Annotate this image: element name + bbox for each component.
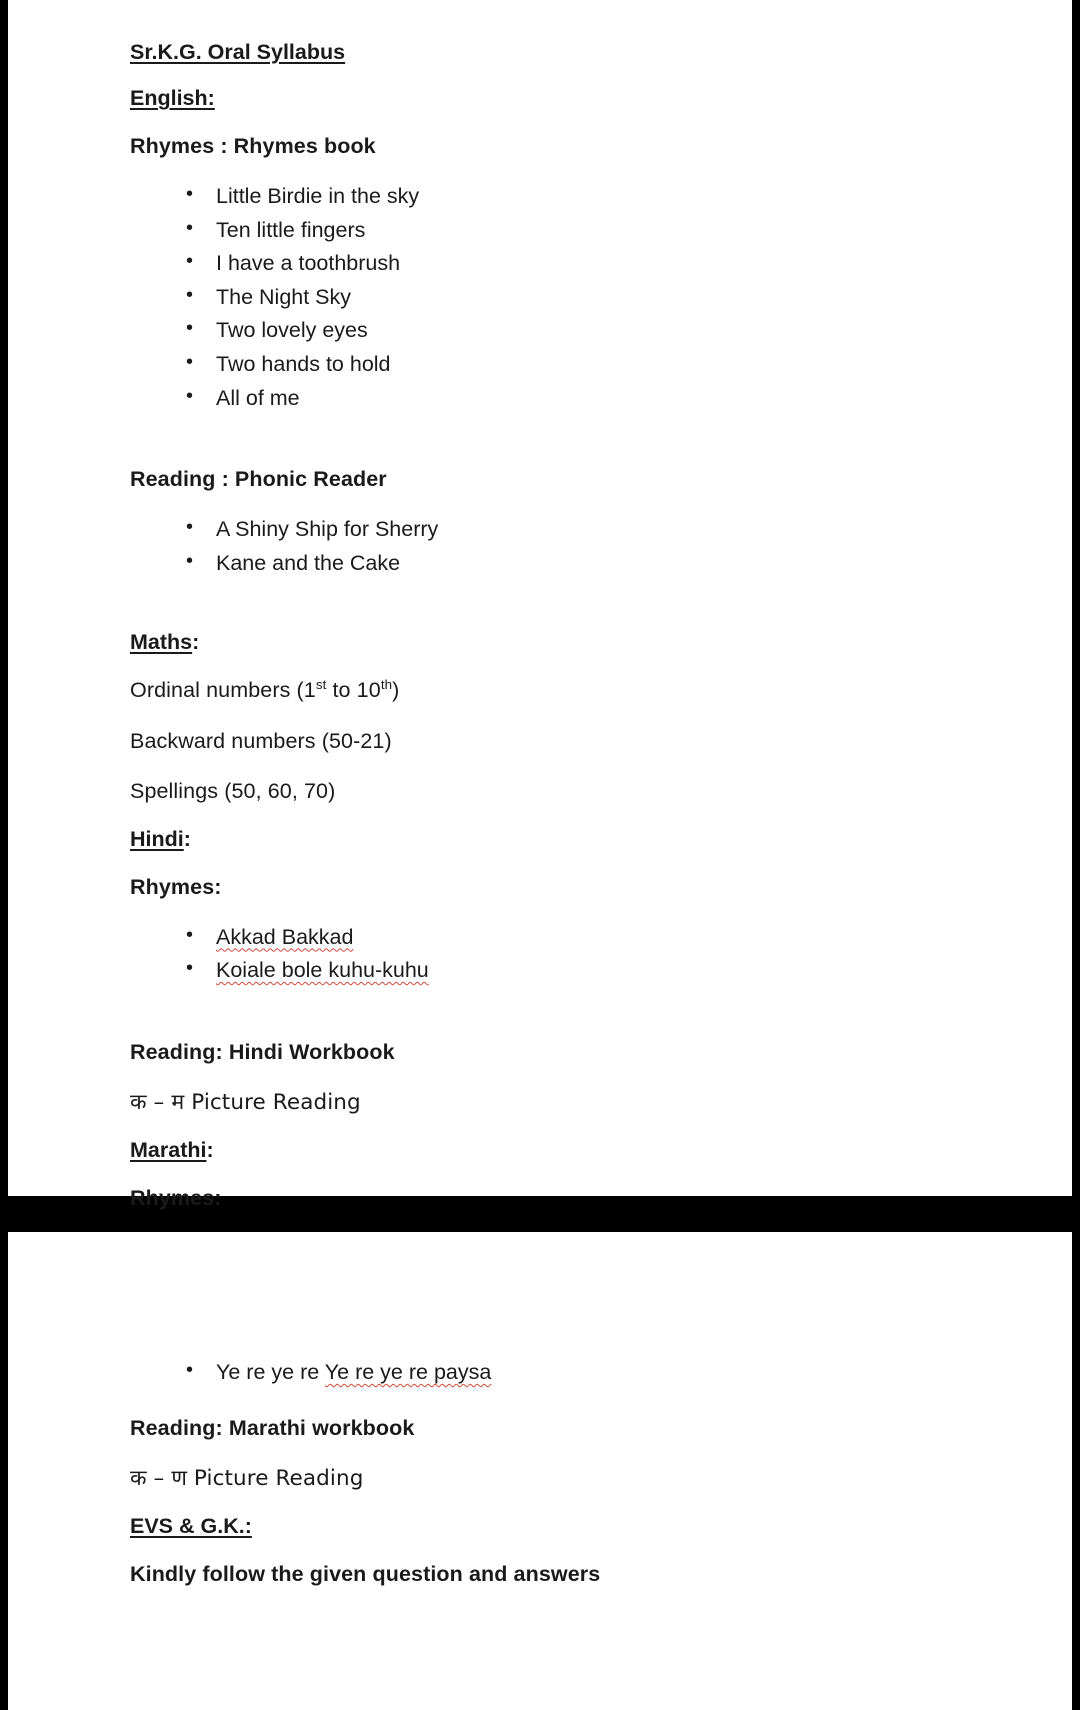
list-item: • Ye re ye re Ye re ye re paysa [186,1358,1012,1387]
marathi-rhymes-list-continued [130,1358,1012,1387]
spacer [130,1392,1012,1414]
list-item: • Akkad Bakkad [186,923,1012,952]
english-reading-list [130,515,1012,577]
list-item: • Little Birdie in the sky [186,182,1012,211]
list-item: • All of me [186,384,1012,413]
hindi-rhymes-list [130,923,1012,985]
page-2-content [8,1232,1072,1589]
hindi-picture-reading: क – म Picture Reading [130,1089,361,1115]
maths-ordinal-numbers: Ordinal numbers (1st to 10th) [130,677,400,703]
list-item: • Two hands to hold [186,350,1012,379]
list-item: • I have a toothbrush [186,249,1012,278]
maths-spellings: Spellings (50, 60, 70) [130,778,336,803]
section-heading-hindi: Hindi: [130,826,191,851]
section-heading-english: English: [130,86,215,110]
spacer [130,417,1012,465]
hindi-rhymes-heading: Rhymes: [130,874,222,899]
list-item: • Two lovely eyes [186,316,1012,345]
page-title: Sr.K.G. Oral Syllabus [130,40,346,64]
section-heading-evs: EVS & G.K.: [130,1513,252,1538]
evs-note: Kindly follow the given question and answers [130,1561,601,1586]
marathi-rhymes-heading: Rhymes: [130,1185,222,1210]
marathi-reading-heading: Reading: Marathi workbook [130,1415,415,1440]
spacer [130,990,1012,1038]
english-rhymes-heading: Rhymes : Rhymes book [130,134,376,158]
list-item: • Ten little fingers [186,216,1012,245]
page-1-content [8,0,1072,1262]
list-item: • A Shiny Ship for Sherry [186,515,1012,544]
section-heading-marathi: Marathi: [130,1137,214,1162]
list-item: • Koiale bole kuhu-kuhu [186,956,1012,985]
marathi-picture-reading: क – ण Picture Reading [130,1465,364,1491]
hindi-reading-heading: Reading: Hindi Workbook [130,1039,395,1064]
english-rhymes-list [130,182,1012,412]
spacer [130,582,1012,630]
english-reading-heading: Reading : Phonic Reader [130,467,387,492]
maths-backward-numbers: Backward numbers (50-21) [130,728,392,753]
document-page-1 [8,0,1072,1210]
list-item: • Kane and the Cake [186,549,1012,578]
document-page-2 [8,1232,1072,1710]
list-item: • The Night Sky [186,283,1012,312]
section-heading-maths: Maths: [130,630,200,655]
